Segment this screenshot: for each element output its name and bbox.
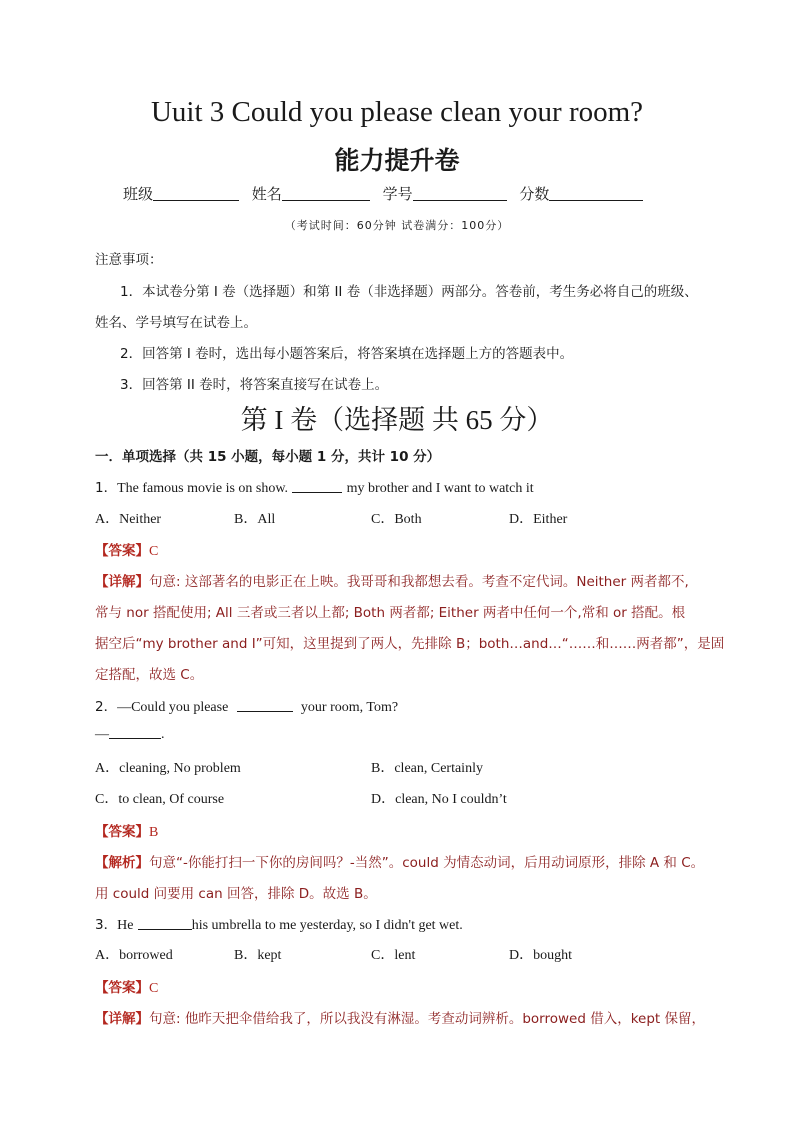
question-3-stem-part-2: his umbrella to me yesterday, so I didn't get wet. [191, 918, 463, 933]
question-3-option-d: D．bought [509, 948, 572, 963]
question-1-detail-line-3: 据空后“my brother and I”可知，这里提到了两人，先排除 B；both…and…“……和……两者都”，是固 [95, 636, 725, 652]
question-1-stem [95, 476, 534, 497]
question-1-stem-part-1: The famous movie is on show. [117, 481, 289, 496]
reply-dash: — [95, 727, 109, 742]
notice-item-1-line-2: 姓名、学号填写在试卷上。 [95, 315, 257, 331]
answer-label: 【答案】 [95, 980, 149, 996]
question-number: 2． [95, 699, 118, 715]
class-blank[interactable] [153, 186, 239, 201]
reply-period: . [161, 727, 165, 742]
question-1-option-b: B．All [234, 512, 276, 527]
question-2-detail-line-2: 用 could 问要用 can 回答，排除 D。故选 B。 [95, 886, 377, 902]
detail-text: 常和 or 搭配。根 [581, 605, 686, 621]
question-number: 1． [95, 480, 118, 496]
score-blank[interactable] [549, 186, 643, 201]
detail-label: 【详解】 [95, 574, 149, 590]
detail-text: 常与 nor 搭配使用; All 三者或三者以上都; Both 两者都; Either 两者中任何一个, [95, 605, 582, 621]
question-1-answer [95, 539, 158, 560]
analysis-label: 【解析】 [95, 855, 149, 871]
detail-text: 句意: 他昨天把伞借给我了，所以我没有淋湿。考查动词辨析。 [149, 1011, 523, 1027]
student-info-fields [123, 183, 651, 204]
answer-value: B [149, 825, 159, 840]
question-2-stem [95, 695, 398, 716]
question-1-detail-line-1 [95, 570, 689, 590]
question-1-option-a: A．Neither [95, 512, 162, 527]
document-title-chinese: 能力提升卷 [334, 146, 460, 175]
question-2-option-c: C．to clean, Of course [95, 792, 225, 807]
notice-item-1-line-1: 1．本试卷分第 I 卷（选择题）和第 II 卷（非选择题）两部分。答卷前，考生务必将自己的班级、 [120, 284, 698, 300]
question-3-blank [138, 917, 192, 930]
question-2-stem-part-1: —Could you please [117, 700, 229, 715]
question-1-option-c: C．Both [371, 512, 422, 527]
question-3-option-a: A．borrowed [95, 948, 173, 963]
question-2-reply-blank [109, 726, 161, 739]
detail-text: 句意: 这部著名的电影正在上映。我哥哥和我都想去看。考查不定代词。 [149, 574, 577, 590]
question-3-option-b: B．kept [234, 948, 282, 963]
detail-label: 【详解】 [95, 1011, 149, 1027]
question-1-detail-line-4: 定搭配，故选 C。 [95, 667, 204, 683]
answer-label: 【答案】 [95, 824, 149, 840]
question-2-blank [237, 699, 293, 712]
question-2-stem-part-2: your room, Tom? [300, 700, 399, 715]
class-label: 班级 [123, 185, 154, 203]
question-2-answer [95, 820, 158, 841]
answer-value: C [149, 981, 159, 996]
detail-text: Neither 两者都不, [576, 574, 689, 590]
question-2-option-b: B．clean, Certainly [371, 761, 483, 776]
name-label: 姓名 [251, 185, 282, 203]
question-3-answer [95, 976, 158, 997]
answer-label: 【答案】 [95, 543, 149, 559]
question-3-stem-part-1: He [117, 918, 134, 933]
exam-time-note: （考试时间：60分钟 试卷满分：100分） [284, 219, 510, 232]
question-2-reply [95, 726, 165, 743]
question-2-option-d: D．clean, No I couldn’t [371, 792, 507, 807]
student-number-blank[interactable] [413, 186, 507, 201]
document-title-english: Uuit 3 Could you please clean your room? [150, 96, 644, 128]
detail-text: 句意“-你能打扫一下你的房间吗？-当然”。 [149, 855, 403, 871]
question-1-option-d: D．Either [509, 512, 568, 527]
question-1-detail-line-2 [95, 601, 685, 621]
name-blank[interactable] [282, 186, 370, 201]
part-heading: 一．单项选择（共 15 小题，每小题 1 分，共计 10 分） [95, 449, 441, 465]
question-2-option-a: A．cleaning, No problem [95, 761, 241, 776]
question-1-stem-part-2: my brother and I want to watch it [346, 481, 534, 496]
question-3-option-c: C．lent [371, 948, 416, 963]
detail-text: could 为情态动词，后用动词原形，排除 A 和 C。 [402, 855, 705, 871]
question-3-detail-line-1 [95, 1007, 705, 1027]
answer-value: C [149, 544, 159, 559]
notice-item-2: 2．回答第 I 卷时，选出每小题答案后，将答案填在选择题上方的答题表中。 [120, 346, 574, 362]
question-number: 3． [95, 917, 118, 933]
question-3-stem [95, 913, 463, 934]
question-2-detail-line-1 [95, 851, 704, 871]
score-label: 分数 [519, 185, 550, 203]
student-number-label: 学号 [382, 185, 413, 203]
notice-heading: 注意事项： [95, 252, 163, 268]
question-1-blank [292, 480, 342, 493]
section-title: 第 I 卷（选择题 共 65 分） [240, 405, 554, 435]
notice-item-3: 3．回答第 II 卷时，将答案直接写在试卷上。 [120, 377, 389, 393]
detail-text: borrowed 借入，kept 保留， [522, 1011, 706, 1027]
